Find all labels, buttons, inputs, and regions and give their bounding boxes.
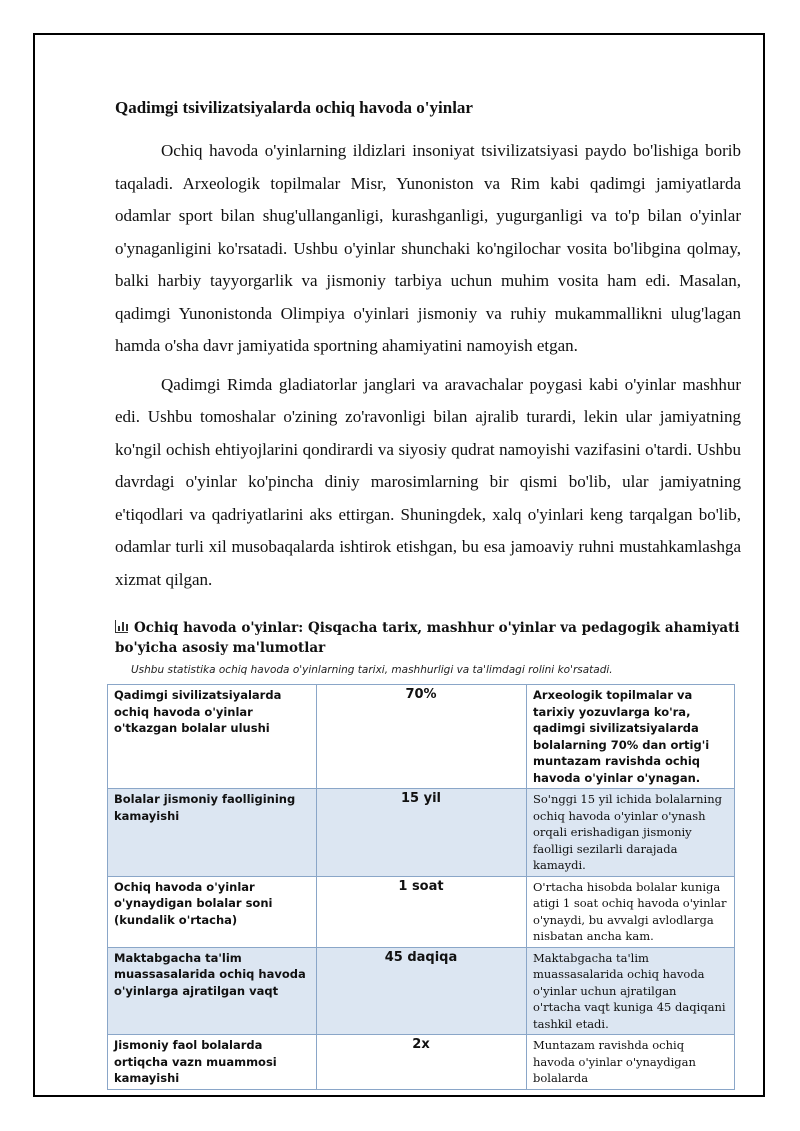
table-row bbox=[108, 876, 735, 947]
table-row bbox=[108, 789, 735, 877]
stat-note: Muntazam ravishda ochiq havoda o'yinlar o'ynaydigan bolalarda bbox=[527, 1035, 735, 1090]
paragraph-1: Ochiq havoda o'yinlarning ildizlari insoniyat tsivilizatsiyasi paydo bo'lishiga borib taqaladi. Arxeologik topilmalar Misr, Yunoniston va Rim kabi qadimgi jamiyatlarda odamlar sport bilan shug'ullanganligi, kurashganligi, yugurganligi va to'p bilan o'yinlar o'ynaganligini ko'rsatadi. Ushbu o'yinlar shunchaki ko'ngilochar vosita bo'libgina qolmay, balki harbiy tayyorgarlik va jismoniy tarbiya uchun muhim vosita ham edi. Masalan, qadimgi Yunonistonda Olimpiya o'yinlari jismoniy va ruhiy mukammallikni ulug'lagan hamda o'sha davr jamiyatida sportning ahamiyatini namoyish etgan. bbox=[115, 141, 741, 355]
paragraph-2: Qadimgi Rimda gladiatorlar janglari va aravachalar poygasi kabi o'yinlar mashhur edi. Ushbu tomoshalar o'zining zo'ravonligi bilan ajralib turardi, lekin ular jamiyatning ko'ngil ochish ehtiyojlarini qondirardi va siyosiy qudrat namoyishi vazifasini o'tardi. Ushbu davrdagi o'yinlar ko'pincha diniy marosimlarning bir qismi bo'lib, ular jamiyatning e'tiqodlari va qadriyatlarini aks ettirgan. Shuningdek, xalq o'yinlari keng tarqalgan bo'lib, odamlar turli xil musobaqalarda ishtirok etishgan, bu esa jamoaviy ruhni mustahkamlashga xizmat qilgan. bbox=[115, 374, 741, 589]
stat-value: 70% bbox=[317, 685, 527, 789]
stat-note: O'rtacha hisobda bolalar kuniga atigi 1 soat ochiq havoda o'yinlar o'ynaydi, bu avvalgi avlodlarga nisbatan ancha kam. bbox=[527, 876, 735, 947]
stat-label: Maktabgacha ta'lim muassasalarida ochiq havoda o'yinlarga ajratilgan vaqt bbox=[108, 947, 317, 1035]
stats-title-text: Ochiq havoda o'yinlar: Qisqacha tarix, mashhur o'yinlar va pedagogik ahamiyati bo'yicha asosiy ma'lumotlar bbox=[115, 620, 740, 656]
stat-label: Qadimgi sivilizatsiyalarda ochiq havoda o'yinlar o'tkazgan bolalar ulushi bbox=[108, 685, 317, 789]
stat-value: 1 soat bbox=[317, 876, 527, 947]
section-heading: Qadimgi tsivilizatsiyalarda ochiq havoda o'yinlar bbox=[115, 98, 473, 117]
table-row bbox=[108, 685, 735, 789]
table-row bbox=[108, 1035, 735, 1090]
stat-note: So'nggi 15 yil ichida bolalarning ochiq havoda o'yinlar o'ynash orqali erishadigan jismoniy faolligi sezilarli darajada kamaydi. bbox=[527, 789, 735, 877]
stat-value: 15 yil bbox=[317, 789, 527, 877]
table-row bbox=[108, 947, 735, 1035]
stat-note: Maktabgacha ta'lim muassasalarida ochiq havoda o'yinlar uchun ajratilgan o'rtacha vaqt kuniga 45 daqiqani tashkil etadi. bbox=[527, 947, 735, 1035]
stat-value: 2x bbox=[317, 1035, 527, 1090]
bar-chart-icon bbox=[115, 620, 128, 633]
stat-note: Arxeologik topilmalar va tarixiy yozuvlarga ko'ra, qadimgi sivilizatsiyalarda bolalarning 70% dan ortig'i muntazam ravishda ochiq havoda o'yinlar o'ynagan. bbox=[527, 685, 735, 789]
stat-label: Bolalar jismoniy faolligining kamayishi bbox=[108, 789, 317, 877]
document-content bbox=[115, 97, 741, 1090]
stat-value: 45 daqiqa bbox=[317, 947, 527, 1035]
stat-label: Jismoniy faol bolalarda ortiqcha vazn muammosi kamayishi bbox=[108, 1035, 317, 1090]
stats-caption: Ushbu statistika ochiq havoda o'yinlarning tarixi, mashhurligi va ta'limdagi rolini ko'rsatadi. bbox=[131, 664, 613, 676]
stats-table bbox=[107, 684, 735, 1090]
page-border bbox=[33, 33, 765, 1097]
stat-label: Ochiq havoda o'yinlar o'ynaydigan bolalar soni (kundalik o'rtacha) bbox=[108, 876, 317, 947]
stats-title bbox=[115, 618, 741, 658]
